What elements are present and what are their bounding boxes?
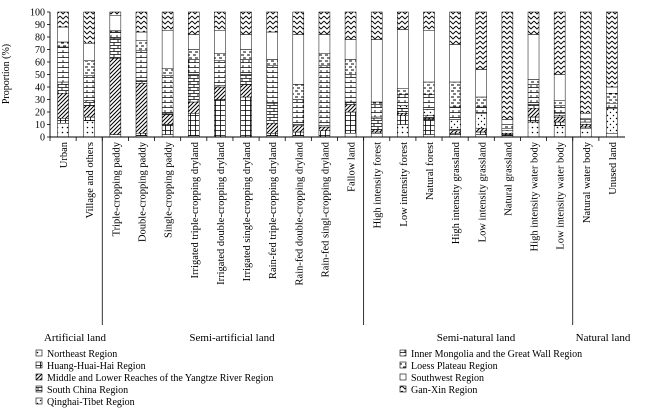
bar-segment: [397, 88, 408, 94]
bar-segment: [162, 125, 173, 135]
x-category-label: Irrigated triple-cropping dryland: [189, 142, 201, 279]
y-tick-label: 60: [35, 57, 45, 69]
legend-label: Middle and Lower Reaches of the Yangtze River Region: [47, 373, 274, 384]
legend-item: [400, 373, 484, 384]
bar-stack: [162, 12, 173, 137]
bar-segment: [606, 12, 617, 87]
bar-segment: [58, 47, 69, 82]
bar-segment: [267, 32, 278, 60]
bar-segment: [293, 100, 304, 125]
bar-segment: [110, 12, 121, 16]
bar-segment: [110, 38, 121, 58]
bar-segment: [528, 85, 539, 105]
y-tick-label: 20: [35, 107, 45, 119]
x-category-label: Natural forest: [424, 142, 436, 201]
bar-stack: [267, 12, 278, 137]
legend-label: Southwest Region: [411, 373, 485, 384]
legend-label: Inner Mongolia and the Great Wall Region: [411, 349, 583, 360]
bar-segment: [580, 113, 591, 118]
bar-segment: [423, 82, 434, 95]
bar-segment: [606, 103, 617, 108]
bar-segment: [241, 75, 252, 85]
group-label: Semi-natural land: [436, 332, 516, 344]
x-category-label: Natural grassland: [503, 142, 515, 216]
bar-segment: [371, 40, 382, 103]
bar-segment: [136, 12, 147, 32]
bar-segment: [188, 35, 199, 50]
bar-segment: [214, 31, 225, 54]
x-category-label: Rain-fed double-cropping dryland: [294, 142, 306, 286]
bar-segment: [136, 32, 147, 41]
legend-swatch: [400, 374, 406, 380]
x-category-label: Urban: [59, 142, 71, 169]
bar-segment: [345, 60, 356, 75]
bar-segment: [58, 12, 69, 27]
legend-label: Gan-Xin Region: [411, 385, 478, 396]
bar-stack: [319, 12, 330, 137]
bar-segment: [528, 117, 539, 122]
bar-segment: [554, 106, 565, 114]
bar-segment: [502, 125, 513, 129]
bar-segment: [84, 121, 95, 137]
bar-segment: [162, 68, 173, 76]
bar-segment: [84, 106, 95, 117]
bar-segment: [528, 12, 539, 35]
legend-item: [36, 349, 117, 360]
legend-item: [36, 397, 135, 408]
legend-item: [36, 361, 146, 372]
bar-segment: [84, 101, 95, 106]
bar-segment: [267, 133, 278, 136]
x-category-label: Natural water body: [581, 142, 593, 224]
legend-swatch: [36, 350, 42, 356]
bar-stack: [214, 12, 225, 137]
bar-segment: [162, 31, 173, 69]
x-category-label: High intensity forest: [372, 142, 384, 229]
bar-stack: [450, 12, 461, 137]
bar-segment: [293, 35, 304, 85]
bar-segment: [58, 82, 69, 93]
bar-segment: [528, 35, 539, 80]
y-tick-label: 100: [30, 7, 45, 19]
bar-segment: [423, 120, 434, 135]
bar-segment: [371, 12, 382, 40]
y-tick-label: 10: [35, 120, 45, 131]
bar-segment: [397, 108, 408, 113]
bar-segment: [84, 117, 95, 121]
bar-segment: [110, 16, 121, 31]
bar-segment: [58, 118, 69, 123]
bar-segment: [580, 12, 591, 113]
legend-swatch: [400, 362, 406, 368]
bar-segment: [293, 126, 304, 132]
bar-segment: [345, 12, 356, 40]
bar-stack: [580, 12, 591, 137]
bar-segment: [371, 102, 382, 105]
legend-swatch: [400, 386, 406, 392]
bar-segment: [397, 12, 408, 30]
x-category-label: Triple-cropping paddy: [111, 142, 123, 237]
bar-segment: [423, 31, 434, 82]
bar-segment: [241, 12, 252, 35]
group-label: Artificial land: [43, 332, 107, 344]
bar-segment: [110, 32, 121, 38]
bar-segment: [241, 97, 252, 137]
bar-segment: [476, 12, 487, 70]
bar-segment: [371, 118, 382, 129]
group-label: Semi-artificial land: [189, 332, 275, 344]
bar-segment: [241, 85, 252, 98]
bar-segment: [84, 12, 95, 43]
bar-segment: [476, 113, 487, 128]
bar-segment: [345, 102, 356, 105]
bar-stack: [554, 12, 565, 137]
bar-segment: [58, 93, 69, 118]
bar-stack: [606, 12, 617, 137]
bar-segment: [319, 53, 330, 66]
legend-label: Loess Plateau Region: [411, 361, 498, 372]
bar-segment: [450, 120, 461, 130]
bar-segment: [450, 45, 461, 83]
x-category-label: Village and others: [85, 142, 97, 219]
bar-segment: [267, 12, 278, 32]
bar-segment: [58, 123, 69, 137]
bar-segment: [450, 12, 461, 45]
bar-segment: [528, 108, 539, 117]
bar-segment: [580, 128, 591, 137]
bar-segment: [450, 82, 461, 107]
bar-stack: [371, 12, 382, 137]
bar-segment: [319, 66, 330, 126]
bar-segment: [214, 100, 225, 138]
bar-segment: [58, 27, 69, 42]
bar-segment: [476, 97, 487, 107]
bar-segment: [502, 128, 513, 131]
bar-segment: [397, 116, 408, 125]
y-tick-label: 40: [35, 82, 45, 94]
bar-segment: [450, 107, 461, 120]
bar-segment: [293, 132, 304, 136]
bar-segment: [606, 108, 617, 133]
bar-segment: [241, 50, 252, 60]
legend-label: Huang-Huai-Hai Region: [47, 361, 146, 372]
bar-segment: [423, 116, 434, 119]
bar-segment: [188, 60, 199, 75]
y-tick-label: 50: [35, 70, 45, 81]
bar-stack: [293, 12, 304, 137]
bar-stack: [136, 12, 147, 137]
bar-segment: [554, 113, 565, 116]
bar-segment: [554, 75, 565, 101]
bar-stack: [110, 12, 121, 137]
bar-segment: [214, 61, 225, 86]
x-category-label: High intensity grassland: [451, 142, 463, 245]
bar-segment: [319, 127, 330, 131]
bar-segment: [136, 81, 147, 84]
bar-segment: [136, 83, 147, 133]
bar-segment: [606, 133, 617, 137]
bar-segment: [502, 120, 513, 125]
x-category-label: Unused land: [607, 142, 619, 195]
bar-segment: [293, 12, 304, 35]
bar-segment: [136, 51, 147, 81]
y-axis-title: Proportion (%): [1, 43, 12, 105]
bar-segment: [84, 43, 95, 61]
bar-segment: [397, 125, 408, 138]
bar-segment: [580, 120, 591, 123]
bar-segment: [476, 128, 487, 132]
bar-segment: [528, 105, 539, 109]
bar-segment: [371, 133, 382, 137]
bar-segment: [319, 35, 330, 54]
legend-item: [36, 373, 273, 384]
bar-segment: [476, 70, 487, 98]
bar-segment: [214, 12, 225, 31]
bar-segment: [267, 123, 278, 133]
bar-segment: [371, 105, 382, 118]
bar-stack: [423, 12, 434, 137]
bar-segment: [214, 87, 225, 100]
bar-stack: [84, 12, 95, 137]
x-category-label: Double-cropping paddy: [137, 142, 149, 243]
x-category-label: Rain-fed triple-cropping dryland: [268, 142, 280, 280]
x-category-label: Low intensity grassland: [477, 142, 489, 243]
bar-stack: [58, 12, 69, 137]
legend-item: [400, 349, 582, 360]
bar-segment: [423, 12, 434, 31]
bar-segment: [502, 12, 513, 120]
bar-segment: [554, 12, 565, 75]
bar-segment: [162, 12, 173, 31]
bar-segment: [345, 75, 356, 103]
bar-stack: [528, 12, 539, 137]
x-category-label: Low intensity forest: [398, 142, 410, 227]
bar-segment: [188, 102, 199, 113]
bar-segment: [528, 122, 539, 137]
legend-item: [36, 385, 128, 396]
bar-segment: [502, 131, 513, 134]
bar-segment: [345, 112, 356, 133]
bar-stack: [241, 12, 252, 137]
x-category-label: Fallow land: [346, 142, 358, 192]
bar-segment: [188, 113, 199, 136]
bar-segment: [319, 12, 330, 35]
bar-segment: [345, 133, 356, 137]
bar-segment: [267, 66, 278, 104]
bar-segment: [554, 122, 565, 126]
bar-segment: [293, 85, 304, 100]
y-tick-label: 70: [35, 45, 45, 56]
bar-segment: [58, 42, 69, 47]
bar-segment: [241, 35, 252, 50]
bar-segment: [606, 87, 617, 93]
bar-segment: [345, 40, 356, 60]
bar-stack: [397, 12, 408, 137]
bar-segment: [84, 76, 95, 101]
bar-segment: [214, 53, 225, 61]
bar-segment: [606, 93, 617, 103]
bar-segment: [528, 80, 539, 85]
legend-item: [400, 361, 498, 372]
bar-stack: [188, 12, 199, 137]
bar-segment: [188, 50, 199, 60]
x-category-label: Irrigated single-cropping dryland: [242, 142, 254, 282]
y-tick-label: 80: [35, 32, 45, 44]
bar-segment: [397, 95, 408, 106]
bar-segment: [554, 126, 565, 137]
bar-segment: [345, 105, 356, 113]
bar-stack: [502, 12, 513, 137]
bar-segment: [136, 133, 147, 136]
legend-swatch: [36, 386, 42, 392]
bar-segment: [397, 30, 408, 89]
legend-label: Qinghai-Tibet Region: [47, 397, 135, 408]
legend-item: [400, 385, 477, 396]
bar-segment: [267, 103, 278, 123]
bar-segment: [241, 60, 252, 75]
legend-swatch: [36, 398, 42, 404]
bar-segment: [162, 76, 173, 114]
bar-segment: [580, 125, 591, 128]
bar-segment: [450, 131, 461, 134]
bar-segment: [397, 106, 408, 109]
bar-segment: [136, 41, 147, 51]
bar-segment: [162, 115, 173, 125]
legend-label: Northeast Region: [47, 349, 118, 360]
legend-swatch: [400, 350, 406, 356]
bar-stack: [476, 12, 487, 137]
y-tick-label: 90: [35, 20, 45, 31]
legend-swatch: [36, 374, 42, 380]
legend-label: South China Region: [47, 385, 129, 396]
y-tick-label: 0: [40, 132, 45, 144]
bar-segment: [554, 117, 565, 122]
bar-segment: [476, 132, 487, 135]
bar-segment: [319, 131, 330, 137]
legend-swatch: [36, 362, 42, 368]
group-label: Natural land: [575, 332, 631, 344]
bar-segment: [580, 122, 591, 125]
bar-segment: [110, 58, 121, 134]
bar-segment: [267, 60, 278, 66]
bar-stack: [345, 12, 356, 137]
bar-segment: [188, 12, 199, 35]
bar-segment: [84, 61, 95, 76]
bar-segment: [397, 113, 408, 116]
y-tick-label: 30: [35, 95, 45, 106]
x-category-label: Rain-fed singl-cropping dryland: [320, 142, 332, 278]
bar-segment: [371, 130, 382, 133]
x-category-label: Single-cropping paddy: [163, 142, 175, 238]
bar-segment: [188, 75, 199, 103]
bar-segment: [423, 110, 434, 116]
bar-segment: [554, 101, 565, 106]
x-category-label: Irrigated double-cropping dryland: [215, 142, 227, 285]
bar-segment: [423, 95, 434, 110]
x-category-label: Low intensity water body: [555, 142, 567, 250]
x-category-label: High intensity water body: [529, 142, 541, 252]
bar-segment: [476, 107, 487, 113]
